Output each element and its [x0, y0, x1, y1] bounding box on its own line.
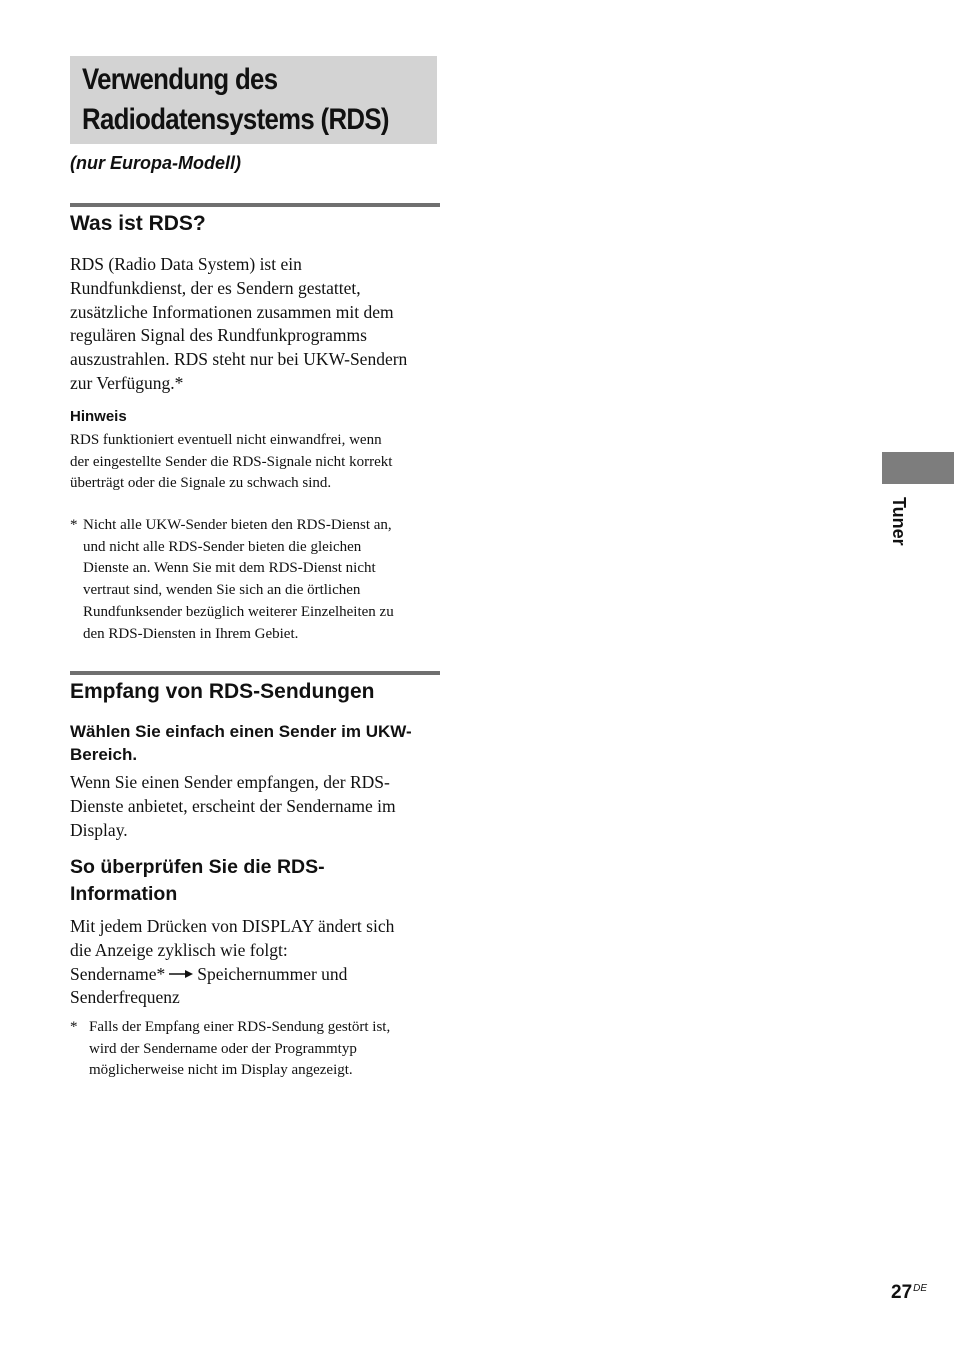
empfang-description	[70, 771, 440, 842]
text-line: Nicht alle UKW-Sender bieten den RDS-Dienst an,	[83, 517, 392, 533]
text-line: Display.	[70, 819, 128, 840]
text-line: Dienste an. Wenn Sie mit dem RDS-Dienst nicht	[83, 560, 376, 577]
page-title-box	[70, 56, 437, 144]
text-line: Rundfunkdienst, der es Sendern gestattet,	[70, 277, 361, 298]
text-line: vertraut sind, wenden Sie sich an die örtlichen	[83, 582, 361, 599]
text-line: wird der Sendername oder der Programmtyp	[89, 1040, 357, 1057]
check-info-text	[70, 915, 440, 1010]
side-tab-marker	[882, 452, 954, 484]
page-number	[891, 1282, 927, 1304]
section-divider	[70, 203, 440, 207]
text-line: Wählen Sie einfach einen Sender im UKW-	[70, 722, 412, 741]
instruction-heading	[70, 720, 440, 766]
text-line: auszustrahlen. RDS steht nur bei UKW-Sendern	[70, 349, 408, 370]
sequence-to: Speichernummer und	[197, 963, 348, 984]
page-title-line: Radiodatensystems (RDS)	[82, 103, 389, 136]
text-line: und nicht alle RDS-Sender bieten die gleichen	[83, 538, 362, 555]
text-line: Bereich.	[70, 745, 138, 764]
page-title-line: Verwendung des	[82, 63, 278, 96]
sequence-end: Senderfrequenz	[70, 987, 180, 1008]
sequence-from: Sendername*	[70, 963, 166, 984]
text-line: der eingestellte Sender die RDS-Signale nicht korrekt	[70, 453, 393, 470]
display-sequence	[70, 963, 440, 987]
footnote-rds	[70, 515, 440, 645]
footnote-empfang	[70, 1017, 440, 1082]
text-line: So überprüfen Sie die RDS-	[70, 856, 325, 878]
section-divider	[70, 671, 440, 675]
footnote-mark: *	[70, 1019, 78, 1035]
text-line: Wenn Sie einen Sender empfangen, der RDS-	[70, 772, 390, 792]
page-number-value: 27	[891, 1282, 913, 1303]
page-language-suffix: DE	[913, 1283, 928, 1294]
text-line: Falls der Empfang einer RDS-Sendung gestört ist,	[89, 1019, 391, 1035]
page-title	[82, 60, 389, 140]
page-subtitle: (nur Europa-Modell)	[70, 153, 241, 173]
arrow-right-icon	[169, 969, 193, 979]
text-line: zur Verfügung.*	[70, 372, 184, 393]
text-line: Mit jedem Drücken von DISPLAY ändert sich	[70, 916, 395, 936]
text-line: Rundfunksender bezüglich weiterer Einzelheiten zu	[83, 603, 394, 620]
note-text	[70, 430, 440, 495]
text-line: regulären Signal des Rundfunkprogramms	[70, 325, 367, 346]
note-label: Hinweis	[70, 408, 127, 425]
text-line: RDS (Radio Data System) ist ein	[70, 254, 302, 274]
text-line: RDS funktioniert eventuell nicht einwandfrei, wenn	[70, 432, 382, 448]
subheading-check-info	[70, 854, 440, 908]
text-line: überträgt oder die Signale zu schwach sind.	[70, 475, 332, 492]
text-line: Information	[70, 883, 178, 905]
footnote-body	[70, 1017, 440, 1082]
footnote-body	[70, 515, 440, 645]
footnote-mark: *	[70, 517, 78, 533]
side-tab-label	[886, 497, 916, 557]
section-heading-rds: Was ist RDS?	[70, 212, 206, 235]
text-line: möglicherweise nicht im Display angezeigt.	[89, 1062, 353, 1079]
text-line: zusätzliche Informationen zusammen mit dem	[70, 301, 394, 322]
section-heading-empfang: Empfang von RDS-Sendungen	[70, 680, 375, 703]
text-line: den RDS-Diensten in Ihrem Gebiet.	[83, 625, 299, 642]
side-tab-text: Tuner	[889, 497, 909, 546]
text-line: Dienste anbietet, erscheint der Sendername im	[70, 795, 396, 816]
rds-description	[70, 253, 440, 396]
text-line: die Anzeige zyklisch wie folgt:	[70, 939, 288, 960]
